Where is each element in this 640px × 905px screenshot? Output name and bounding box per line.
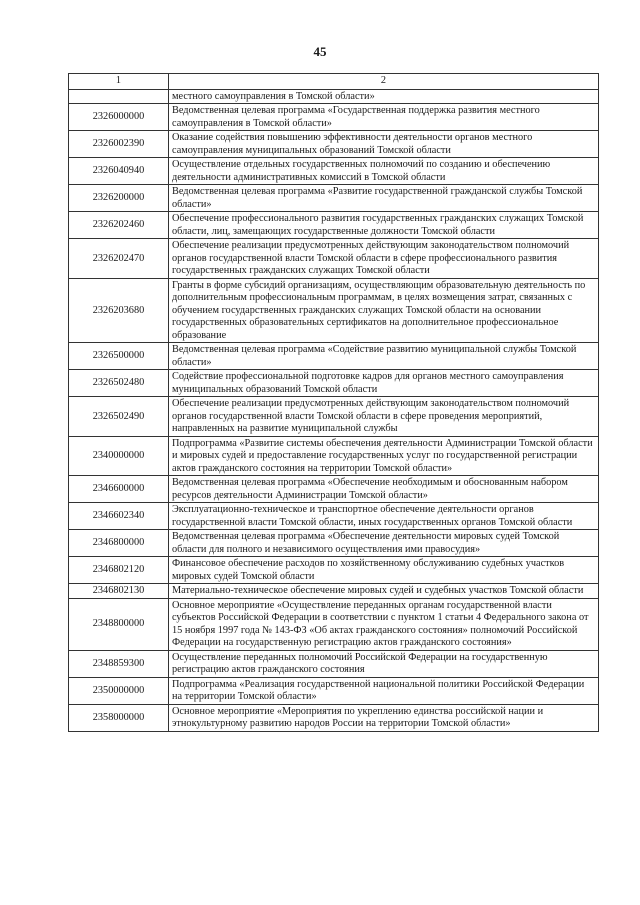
table-row xyxy=(69,278,599,343)
table-cell-text: Осуществление переданных полномочий Российской Федерации на государственную регистрацию актов гражданского состояния xyxy=(169,650,599,677)
table-cell-code: 2326202460 xyxy=(69,212,169,239)
table-cell-text: Ведомственная целевая программа «Обеспечение деятельности мировых судей Томской области для полного и независимого осуществления ими правосудия» xyxy=(169,530,599,557)
table-cell-text: Обеспечение профессионального развития государственных гражданских служащих Томской области, лиц, замещающих государственные должности Томской области xyxy=(169,212,599,239)
table-cell-text: Основное мероприятие «Мероприятия по укреплению единства российской нации и этнокультурному развитию народов России на территории Томской области» xyxy=(169,704,599,731)
table-cell-code: 2346802130 xyxy=(69,584,169,599)
table-cell-text: Осуществление отдельных государственных полномочий по созданию и обеспечению деятельности административных комиссий в Томской области xyxy=(169,158,599,185)
table-row xyxy=(69,343,599,370)
table-row xyxy=(69,557,599,584)
table-cell-text: Обеспечение реализации предусмотренных действующим законодательством полномочий органов государственной власти Томской области в сфере профессионального развития государственных гражданских служащих Томской области xyxy=(169,239,599,279)
table-row xyxy=(69,677,599,704)
table-row xyxy=(69,239,599,279)
table-cell-code: 2326200000 xyxy=(69,185,169,212)
table-cell-text: Эксплуатационно-техническое и транспортное обеспечение деятельности органов государственной власти Томской области, иных государственных органов Томской области xyxy=(169,503,599,530)
column-header-2: 2 xyxy=(169,74,599,90)
table-cell-code: 2326040940 xyxy=(69,158,169,185)
continuation-row xyxy=(69,89,599,104)
table-cell-code: 2340000000 xyxy=(69,436,169,476)
table-cell-text: Материально-техническое обеспечение мировых судей и судебных участков Томской области xyxy=(169,584,599,599)
table-cell-code: 2348800000 xyxy=(69,598,169,650)
table-cell-code: 2346802120 xyxy=(69,557,169,584)
table-cell-code: 2346602340 xyxy=(69,503,169,530)
table-cell-code: 2350000000 xyxy=(69,677,169,704)
table-cell-text: местного самоуправления в Томской области» xyxy=(169,89,599,104)
table-row xyxy=(69,476,599,503)
table-cell-code: 2346800000 xyxy=(69,530,169,557)
table-cell-text: Ведомственная целевая программа «Обеспечение необходимым и обоснованным набором ресурсов деятельности Администрации Томской области» xyxy=(169,476,599,503)
table-cell-text: Ведомственная целевая программа «Государственная поддержка развития местного самоуправления в Томской области» xyxy=(169,104,599,131)
table-row xyxy=(69,185,599,212)
table-cell-code: 2326002390 xyxy=(69,131,169,158)
table-row xyxy=(69,370,599,397)
table-row xyxy=(69,503,599,530)
table-row xyxy=(69,212,599,239)
table-row xyxy=(69,650,599,677)
table-row xyxy=(69,598,599,650)
table-cell-code: 2326202470 xyxy=(69,239,169,279)
table-row xyxy=(69,131,599,158)
table-cell-code: 2358000000 xyxy=(69,704,169,731)
table-cell-text: Финансовое обеспечение расходов по хозяйственному обслуживанию судебных участков мировых судей Томской области xyxy=(169,557,599,584)
budget-code-table xyxy=(68,73,599,732)
table-cell-text: Обеспечение реализации предусмотренных действующим законодательством полномочий органов государственной власти Томской области в сфере проведения мероприятий, направленных на развитие муниципальной службы xyxy=(169,397,599,437)
table-cell-code: 2346600000 xyxy=(69,476,169,503)
page-number: 45 xyxy=(313,44,327,59)
table-header-row xyxy=(69,74,599,90)
table-cell-text: Подпрограмма «Реализация государственной национальной политики Российской Федерации на территории Томской области» xyxy=(169,677,599,704)
table-cell-text: Оказание содействия повышению эффективности деятельности органов местного самоуправления муниципальных образований Томской области xyxy=(169,131,599,158)
table-cell-code: 2326502480 xyxy=(69,370,169,397)
table-cell-code: 2326500000 xyxy=(69,343,169,370)
table-cell-code: 2326000000 xyxy=(69,104,169,131)
table-cell-text: Подпрограмма «Развитие системы обеспечения деятельности Администрации Томской области и мировых судей и предоставление государственных услуг по государственной регистрации актов гражданского состояния на территории Томской области» xyxy=(169,436,599,476)
table-row xyxy=(69,704,599,731)
table-cell-text: Ведомственная целевая программа «Развитие государственной гражданской службы Томской области» xyxy=(169,185,599,212)
table-row xyxy=(69,104,599,131)
table-cell-code: 2348859300 xyxy=(69,650,169,677)
table-cell-text: Основное мероприятие «Осуществление переданных органам государственной власти субъектов Российской Федерации в соответствии с пунктом 1 статьи 4 Федерального закона от 15 ноября 1997 года № 143-ФЗ «Об актах гражданского состояния» полномочий Российской Федерации на государственную регистрацию актов гражданского состояния» xyxy=(169,598,599,650)
table-cell-text: Гранты в форме субсидий организациям, осуществляющим образовательную деятельность по дополнительным профессиональным программам, в целях возмещения затрат, связанных с обучением государственных гражданских служащих Томской области на основании государственных образовательных сертификатов на дополнительное профессиональное образование xyxy=(169,278,599,343)
table-row xyxy=(69,158,599,185)
table-row xyxy=(69,530,599,557)
table-cell-code: 2326502490 xyxy=(69,397,169,437)
table-row xyxy=(69,584,599,599)
column-header-1: 1 xyxy=(69,74,169,90)
table-row xyxy=(69,397,599,437)
table-row xyxy=(69,436,599,476)
table-cell-text: Ведомственная целевая программа «Содействие развитию муниципальной службы Томской области» xyxy=(169,343,599,370)
table-cell-code: 2326203680 xyxy=(69,278,169,343)
table-cell-code xyxy=(69,89,169,104)
table-cell-text: Содействие профессиональной подготовке кадров для органов местного самоуправления муниципальных образований Томской области xyxy=(169,370,599,397)
